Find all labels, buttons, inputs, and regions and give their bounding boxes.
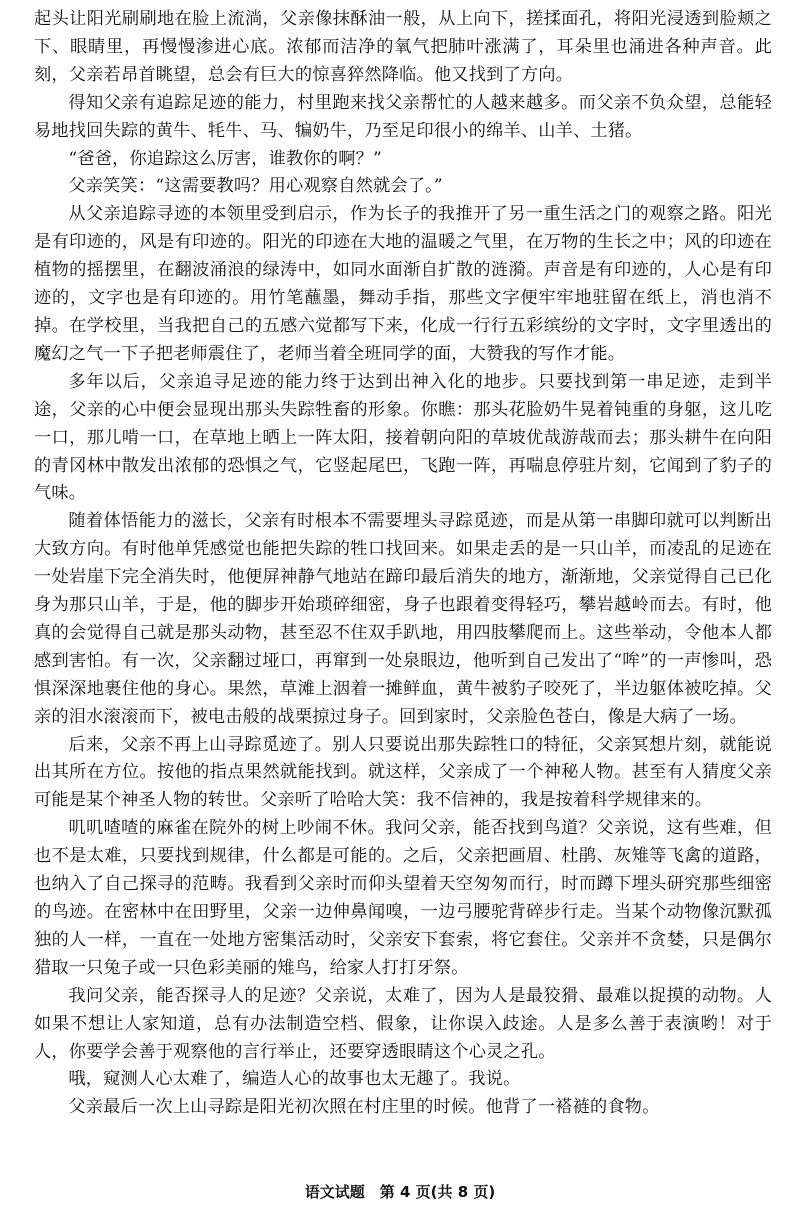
paragraph: 叽叽喳喳的麻雀在院外的树上吵闹不休。我问父亲，能否找到鸟道？父亲说，这有些难，但也不是太难，只要找到规律，什么都是可能的。之后，父亲把画眉、杜鹃、灰雉等飞禽的道路，也纳入了自己探寻的范畴。我看到父亲时而仰头望着天空匆匆而行，时而蹲下埋头研究那些细密的鸟迹。在密林中在田野里，父亲一边伸鼻闻嗅，一边弓腰驼背碎步行走。当某个动物像沉默孤独的人一样，一直在一处地方密集活动时，父亲安下套索，将它套住。父亲并不贪婪，只是偶尔猎取一只兔子或一只色彩美丽的雉鸟，给家人打打牙祭。: [34, 818, 772, 978]
paragraph: 得知父亲有追踪足迹的能力，村里跑来找父亲帮忙的人越来越多。而父亲不负众望，总能轻易地找回失踪的黄牛、牦牛、马、犏奶牛，乃至足印很小的绵羊、山羊、土猪。: [34, 92, 772, 141]
paragraph: 哦，窥测人心太难了，编造人心的故事也太无趣了。我说。: [68, 1069, 521, 1090]
paragraph-continued: 起头让阳光刷刷地在脸上流淌，父亲像抹酥油一般，从上向下，搓揉面孔，将阳光浸透到脸颊之下、眼睛里，再慢慢渗进心底。浓郁而洁净的氧气把肺叶涨满了，耳朵里也涌进各种声音。此刻，父亲若昂首眺望，总会有巨大的惊喜猝然降临。他又找到了方向。: [34, 9, 772, 85]
paragraph: 随着体悟能力的滋长，父亲有时根本不需要埋头寻踪觅迹，而是从第一串脚印就可以判断出大致方向。有时他单凭感觉也能把失踪的牲口找回来。如果走丢的是一只山羊，而凌乱的足迹在一处岩崖下完全消失时，他便屏神静气地站在蹄印最后消失的地方，渐渐地，父亲觉得自己已化身为那只山羊，于是，他的脚步开始琐碎细密，身子也跟着变得轻巧，攀岩越岭而去。有时，他真的会觉得自己就是那头动物，甚至忍不住双手趴地，用四肢攀爬而上。这些举动，令他本人都感到害怕。有一次，父亲翻过垭口，再窜到一处泉眼边，他听到自己发出了“哞”的一声惨叫，恐惧深深地裹住他的身心。果然，草滩上洇着一摊鲜血，黄牛被豹子咬死了，半边躯体被吃掉。父亲的泪水滚滚而下，被电击般的战栗掠过身子。回到家时，父亲脸色苍白，像是大病了一场。: [34, 511, 772, 727]
article-body: [34, 6, 772, 1122]
page-footer: 语文试题 第 4 页(共 8 页): [304, 1183, 496, 1201]
paragraph: 多年以后，父亲追寻足迹的能力终于达到出神入化的地步。只要找到第一串足迹，走到半途，父亲的心中便会显现出那头失踪牲畜的形象。你瞧：那头花脸奶牛晃着钝重的身躯，这儿吃一口，那儿啃一口，在草地上晒上一阵太阳，接着朝向阳的草坡优哉游哉而去；那头耕牛在向阳的青冈林中散发出浓郁的恐惧之气，它竖起尾巴，飞跑一阵，再喘息停驻片刻，它闻到了豹子的气味。: [34, 371, 772, 504]
paragraph: 我问父亲，能否探寻人的足迹？父亲说，太难了，因为人是最狡猾、最难以捉摸的动物。人如果不想让人家知道，总有办法制造空档、假象，让你误入歧途。人是多么善于表演哟！对于人，你要学会善于观察他的言行举止，还要穿透眼睛这个心灵之孔。: [34, 985, 772, 1062]
paragraph: 从父亲追踪寻迹的本领里受到启示，作为长子的我推开了另一重生活之门的观察之路。阳光是有印迹的，风是有印迹的。阳光的印迹在大地的温暖之气里，在万物的生长之中；风的印迹在植物的摇摆里，在翻波涌浪的绿涛中，如同水面渐自扩散的涟漪。声音是有印迹的，人心是有印迹的，文字也是有印迹的。用竹笔蘸墨，舞动手指，那些文字便牢牢地驻留在纸上，消也消不掉。在学校里，当我把自己的五感六觉都写下来，化成一行行五彩缤纷的文字时，文字里透出的魔幻之气一下子把老师震住了，老师当着全班同学的面，大赞我的写作才能。: [34, 204, 772, 364]
paragraph: 后来，父亲不再上山寻踪觅迹了。别人只要说出那失踪牲口的特征，父亲冥想片刻，就能说出其所在方位。按他的指点果然就能找到。就这样，父亲成了一个神秘人物。甚至有人猜度父亲可能是某个神圣人物的转世。父亲听了哈哈大笑：我不信神的，我是按着科学规律来的。: [34, 734, 772, 811]
paragraph: 父亲最后一次上山寻踪是阳光初次照在村庄里的时候。他背了一褡裢的食物。: [68, 1097, 660, 1118]
paragraph-dialogue-question: “爸爸，你追踪这么厉害，谁教你的啊？”: [68, 148, 382, 169]
paragraph-dialogue-answer: 父亲笑笑：“这需要教吗？用心观察自然就会了。”: [68, 176, 443, 197]
